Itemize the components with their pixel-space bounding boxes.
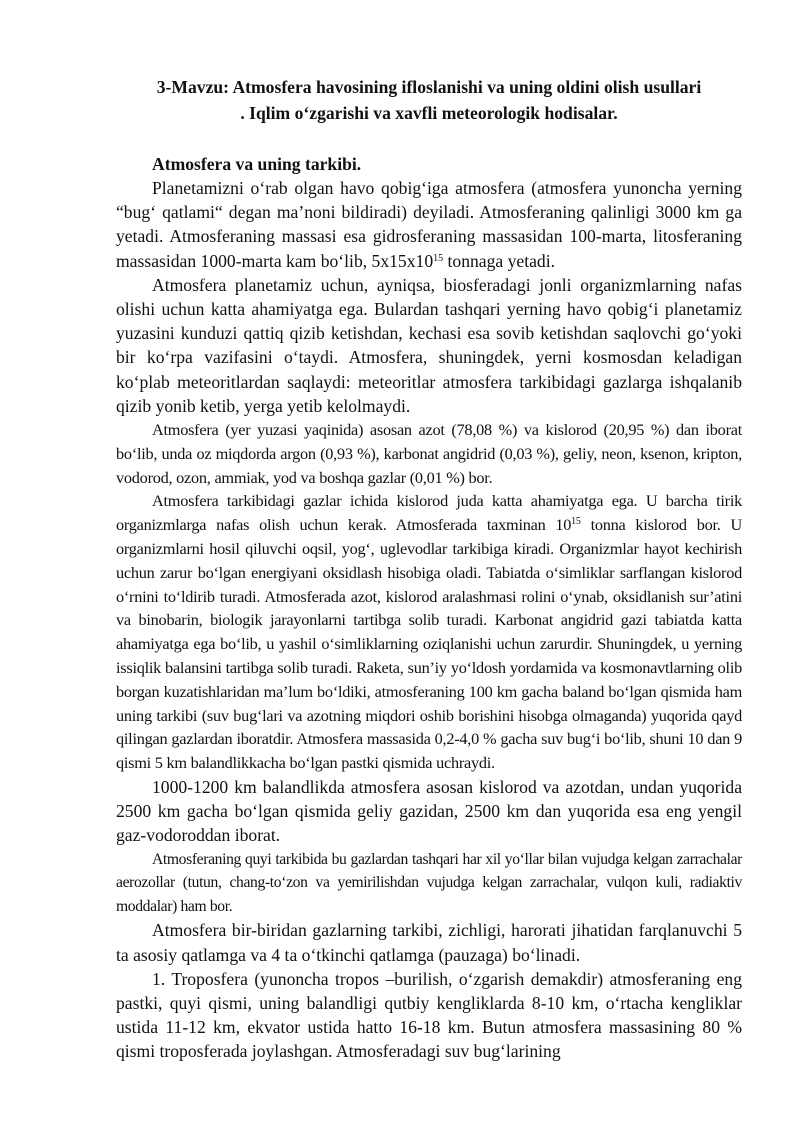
paragraph-1-text: Planetamizni o‘rab olgan havo qobig‘iga atmosfera (atmosfera yunoncha yerning “bug‘ qatlami“ degan ma’noni bildiradi) deyiladi. Atmosferaning qalinligi 3000 km ga yetadi. Atmosferaning massasi esa gidrosferaning massasidan 100-marta, litosferaning massasidan 1000-marta kam bo‘lib, 5x15x10	[116, 178, 742, 271]
paragraph-8: 1. Troposfera (yunoncha tropos –burilish, o‘zgarish demakdir) atmosferaning eng pastki, quyi qismi, uning balandligi qutbiy kengliklarda 8-10 km, o‘rtacha kengliklar ustida 11-12 km, ekvator ustida hatto 16-18 km. Butun atmosfera massasining 80 % qismi troposferada joylashgan. Atmosferadagi suv bug‘larining	[116, 968, 742, 1062]
paragraph-7: Atmosfera bir-biridan gazlarning tarkibi, zichligi, harorati jihatidan farqlanuvchi 5 ta asosiy qatlamga va 4 ta o‘tkinchi qatlamga (pauzaga) bo‘linadi.	[116, 920, 742, 965]
section-heading: Atmosfera va uning tarkibi.	[152, 154, 362, 174]
paragraph-5: 1000-1200 km balandlikda atmosfera asosan kislorod va azotdan, undan yuqorida 2500 km gacha bo‘lgan qismida geliy gazidan, 2500 km dan yuqorida esa eng yengil gaz-vodoroddan iborat.	[116, 776, 742, 846]
paragraph-4-text: Atmosfera tarkibidagi gazlar ichida kislorod juda katta ahamiyatga ega. U barcha tirik organizmlarga nafas olish uchun kerak. Atmosferada taxminan 10	[116, 491, 742, 535]
exponent: 15	[571, 516, 581, 528]
exponent: 15	[433, 252, 444, 264]
paragraph-2: Atmosfera planetamiz uchun, ayniqsa, biosferadagi jonli organizmlarning nafas olishi uchun katta ahamiyatga ega. Bulardan tashqari yerning havo qobig‘i planetamiz yuzasini kunduzi qattiq qizib ketishdan, kechasi esa sovib ketishdan saqlovchi go‘yoki bir ko‘rpa vazifasini o‘taydi. Atmosfera, shuningdek, yerni kosmosdan keladigan ko‘plab meteoritlardan saqlaydi: meteoritlar atmosfera tarkibidagi gazlarga ishqalanib qizib yonib ketib, yerga yetib kelolmaydi.	[116, 274, 742, 416]
paragraph-4	[116, 489, 742, 775]
paragraph-1-tail: tonnaga yetadi.	[443, 250, 556, 271]
page-title	[116, 74, 742, 126]
paragraph-3: Atmosfera (yer yuzasi yaqinida) asosan azot (78,08 %) va kislorod (20,95 %) dan iborat bo‘lib, unda oz miqdorda argon (0,93 %), karbonat angidrid (0,03 %), geliy, neon, ksenon, kripton, vodorod, ozon, ammiak, yod va boshqa gazlar (0,01 %) bor.	[116, 420, 742, 487]
paragraph-1	[116, 176, 742, 273]
title-line-1: 3-Mavzu: Atmosfera havosining ifloslanishi va uning oldini olish usullari	[156, 77, 702, 97]
title-line-2: . Iqlim o‘zgarishi va xavfli meteorologik hodisalar.	[240, 103, 618, 123]
paragraph-4-tail: tonna kislorod bor. U organizmlarni hosil qiluvchi oqsil, yog‘, uglevodlar tarkibiga kiradi. Organizmlar hayot kechirish uchun zarur bo‘lgan energiyani oksidlash hisobiga oladi. Tabiatda o‘simliklar sarflangan kislorod o‘rnini to‘ldirib turadi. Atmosferada azot, kislorod aralashmasi rolini o‘ynab, oksidlanish sur’atini va binobarin, biologik jarayonlarni tartibga solib turadi. Karbonat angidrid gazi tabiatda katta ahamiyatga ega bo‘lib, u yashil o‘simliklarning oziqlanishi uchun zarurdir. Shuningdek, u yerning issiqlik balansini tartibga solib turadi. Raketa, sun’iy yo‘ldosh yordamida va kosmonavtlarning olib borgan kuzatishlaridan ma’lum bo‘ldiki, atmosferaning 100 km gacha baland bo‘lgan qismida ham uning tarkibi (suv bug‘lari va azotning miqdori oshib borishini hisobga olmaganda) yuqorida qayd qilingan gazlardan iboratdir. Atmosfera massasida 0,2-4,0 % gacha suv bug‘i bo‘lib, shuni 10 dan 9 qismi 5 km balandlikkacha bo‘lgan pastki qismida uchraydi.	[116, 515, 742, 773]
paragraph-6: Atmosferaning quyi tarkibida bu gazlardan tashqari har xil yo‘llar bilan vujudga kelgan zarrachalar aerozollar (tutun, chang-to‘zon va yemirilishdan vujudga kelgan zarrachalar, vulqon kuli, radiaktiv moddalar) ham bor.	[116, 850, 742, 915]
